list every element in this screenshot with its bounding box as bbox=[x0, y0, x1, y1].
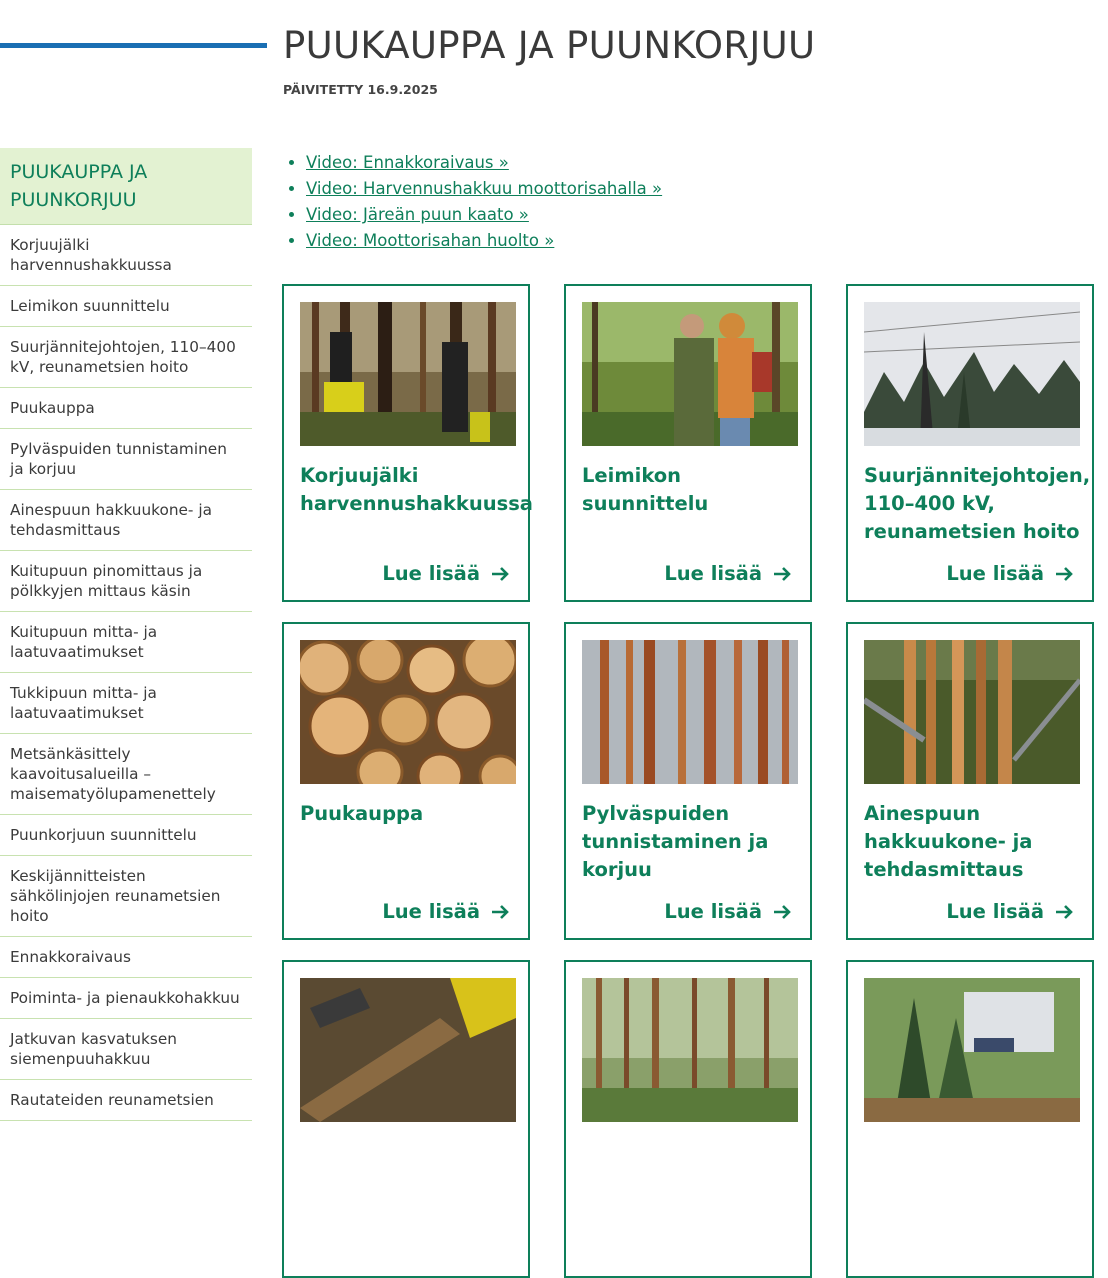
card-ainespuun-mittaus[interactable] bbox=[846, 622, 1094, 940]
sidebar-item-ennakkoraivaus[interactable]: Ennakkoraivaus bbox=[0, 937, 252, 978]
sidebar-item-suurjannitejohdot[interactable]: Suurjännitejohtojen, 110–400 kV, reunametsien hoito bbox=[0, 327, 252, 388]
video-link-list bbox=[283, 150, 662, 254]
card-image-harvester bbox=[300, 302, 516, 446]
read-more-label: Lue lisää bbox=[382, 562, 480, 585]
card-image-harvester-head bbox=[300, 978, 516, 1122]
sidebar-item-puukauppa[interactable]: Puukauppa bbox=[0, 388, 252, 429]
card-image-debarked-trunks bbox=[864, 640, 1080, 784]
sidebar-item-kuitupuun-pinomittaus[interactable]: Kuitupuun pinomittaus ja pölkkyjen mittaus käsin bbox=[0, 551, 252, 612]
video-link-ennakkoraivaus[interactable]: Video: Ennakkoraivaus » bbox=[306, 153, 509, 172]
read-more-link[interactable] bbox=[664, 900, 792, 923]
card-title[interactable]: Ainespuun hakkuukone- ja tehdasmittaus bbox=[864, 802, 1033, 881]
sidebar-item-leimikon-suunnittelu[interactable]: Leimikon suunnittelu bbox=[0, 286, 252, 327]
updated-date: PÄIVITETTY 16.9.2025 bbox=[283, 82, 438, 97]
card-image-log-pile bbox=[300, 640, 516, 784]
header-accent-rule bbox=[0, 43, 267, 48]
sidebar-item-korjuujalki[interactable]: Korjuujälki harvennushakkuussa bbox=[0, 225, 252, 286]
read-more-link[interactable] bbox=[664, 562, 792, 585]
read-more-link[interactable] bbox=[382, 900, 510, 923]
card-image-pine-forest bbox=[582, 978, 798, 1122]
card-title[interactable]: Pylväspuiden tunnistaminen ja korjuu bbox=[582, 802, 769, 881]
card-korjuujalki[interactable] bbox=[282, 284, 533, 602]
list-item bbox=[306, 202, 662, 228]
card-title[interactable]: Suurjännitejohtojen, 110–400 kV, reunametsien hoito bbox=[864, 464, 1091, 543]
video-link-harvennushakkuu[interactable]: Video: Harvennushakkuu moottorisahalla » bbox=[306, 179, 663, 198]
read-more-label: Lue lisää bbox=[664, 562, 762, 585]
arrow-right-icon bbox=[1054, 902, 1074, 922]
video-link-jarean-puun-kaato[interactable]: Video: Järeän puun kaato » bbox=[306, 205, 529, 224]
card-puukauppa[interactable] bbox=[282, 622, 530, 940]
card-title[interactable]: Puukauppa bbox=[300, 802, 424, 825]
card-image-pine-trunks bbox=[582, 640, 798, 784]
card-image-powerline-forest bbox=[864, 302, 1080, 446]
list-item bbox=[306, 176, 662, 202]
sidebar-item-kaavoitusalueet[interactable]: Metsänkäsittely kaavoitusalueilla – maisematyölupamenettely bbox=[0, 734, 252, 815]
read-more-label: Lue lisää bbox=[946, 900, 1044, 923]
arrow-right-icon bbox=[490, 902, 510, 922]
list-item bbox=[306, 150, 662, 176]
sidebar-item-puunkorjuun-suunnittelu[interactable]: Puunkorjuun suunnittelu bbox=[0, 815, 252, 856]
arrow-right-icon bbox=[772, 564, 792, 584]
sidebar-heading[interactable]: PUUKAUPPA JA PUUNKORJUU bbox=[0, 148, 252, 225]
card-pylvaspuut[interactable] bbox=[564, 622, 812, 940]
card-spruce-yard[interactable] bbox=[846, 960, 1094, 1278]
read-more-link[interactable] bbox=[946, 562, 1074, 585]
sidebar-item-kuitupuun-vaatimukset[interactable]: Kuitupuun mitta- ja laatuvaatimukset bbox=[0, 612, 252, 673]
card-title[interactable]: Korjuujälki harvennushakkuussa bbox=[300, 464, 533, 515]
sidebar-item-rautateiden-reunametsat[interactable]: Rautateiden reunametsien bbox=[0, 1080, 252, 1121]
video-link-moottorisahan-huolto[interactable]: Video: Moottorisahan huolto » bbox=[306, 231, 555, 250]
card-image-spruce-yard bbox=[864, 978, 1080, 1122]
read-more-link[interactable] bbox=[946, 900, 1074, 923]
card-title[interactable]: Leimikon suunnittelu bbox=[582, 464, 709, 515]
page-title: PUUKAUPPA JA PUUNKORJUU bbox=[283, 24, 816, 67]
read-more-label: Lue lisää bbox=[382, 900, 480, 923]
arrow-right-icon bbox=[490, 564, 510, 584]
arrow-right-icon bbox=[772, 902, 792, 922]
card-suurjannitejohdot[interactable] bbox=[846, 284, 1094, 602]
sidebar-item-siemenpuuhakkuu[interactable]: Jatkuvan kasvatuksen siemenpuuhakkuu bbox=[0, 1019, 252, 1080]
card-harvester-head[interactable] bbox=[282, 960, 530, 1278]
sidebar-item-keskijannitelinjat[interactable]: Keskijännitteisten sähkölinjojen reunametsien hoito bbox=[0, 856, 252, 937]
sidebar-item-tukkipuun-vaatimukset[interactable]: Tukkipuun mitta- ja laatuvaatimukset bbox=[0, 673, 252, 734]
sidebar-nav bbox=[0, 148, 252, 1121]
list-item bbox=[306, 228, 662, 254]
arrow-right-icon bbox=[1054, 564, 1074, 584]
card-leimikon-suunnittelu[interactable] bbox=[564, 284, 812, 602]
read-more-label: Lue lisää bbox=[664, 900, 762, 923]
card-pine-forest[interactable] bbox=[564, 960, 812, 1278]
sidebar-item-pylvaspuut[interactable]: Pylväspuiden tunnistaminen ja korjuu bbox=[0, 429, 252, 490]
card-image-foresters bbox=[582, 302, 798, 446]
sidebar-item-ainespuun-mittaus[interactable]: Ainespuun hakkuukone- ja tehdasmittaus bbox=[0, 490, 252, 551]
sidebar-item-poimintahakkuu[interactable]: Poiminta- ja pienaukkohakkuu bbox=[0, 978, 252, 1019]
read-more-label: Lue lisää bbox=[946, 562, 1044, 585]
read-more-link[interactable] bbox=[382, 562, 510, 585]
